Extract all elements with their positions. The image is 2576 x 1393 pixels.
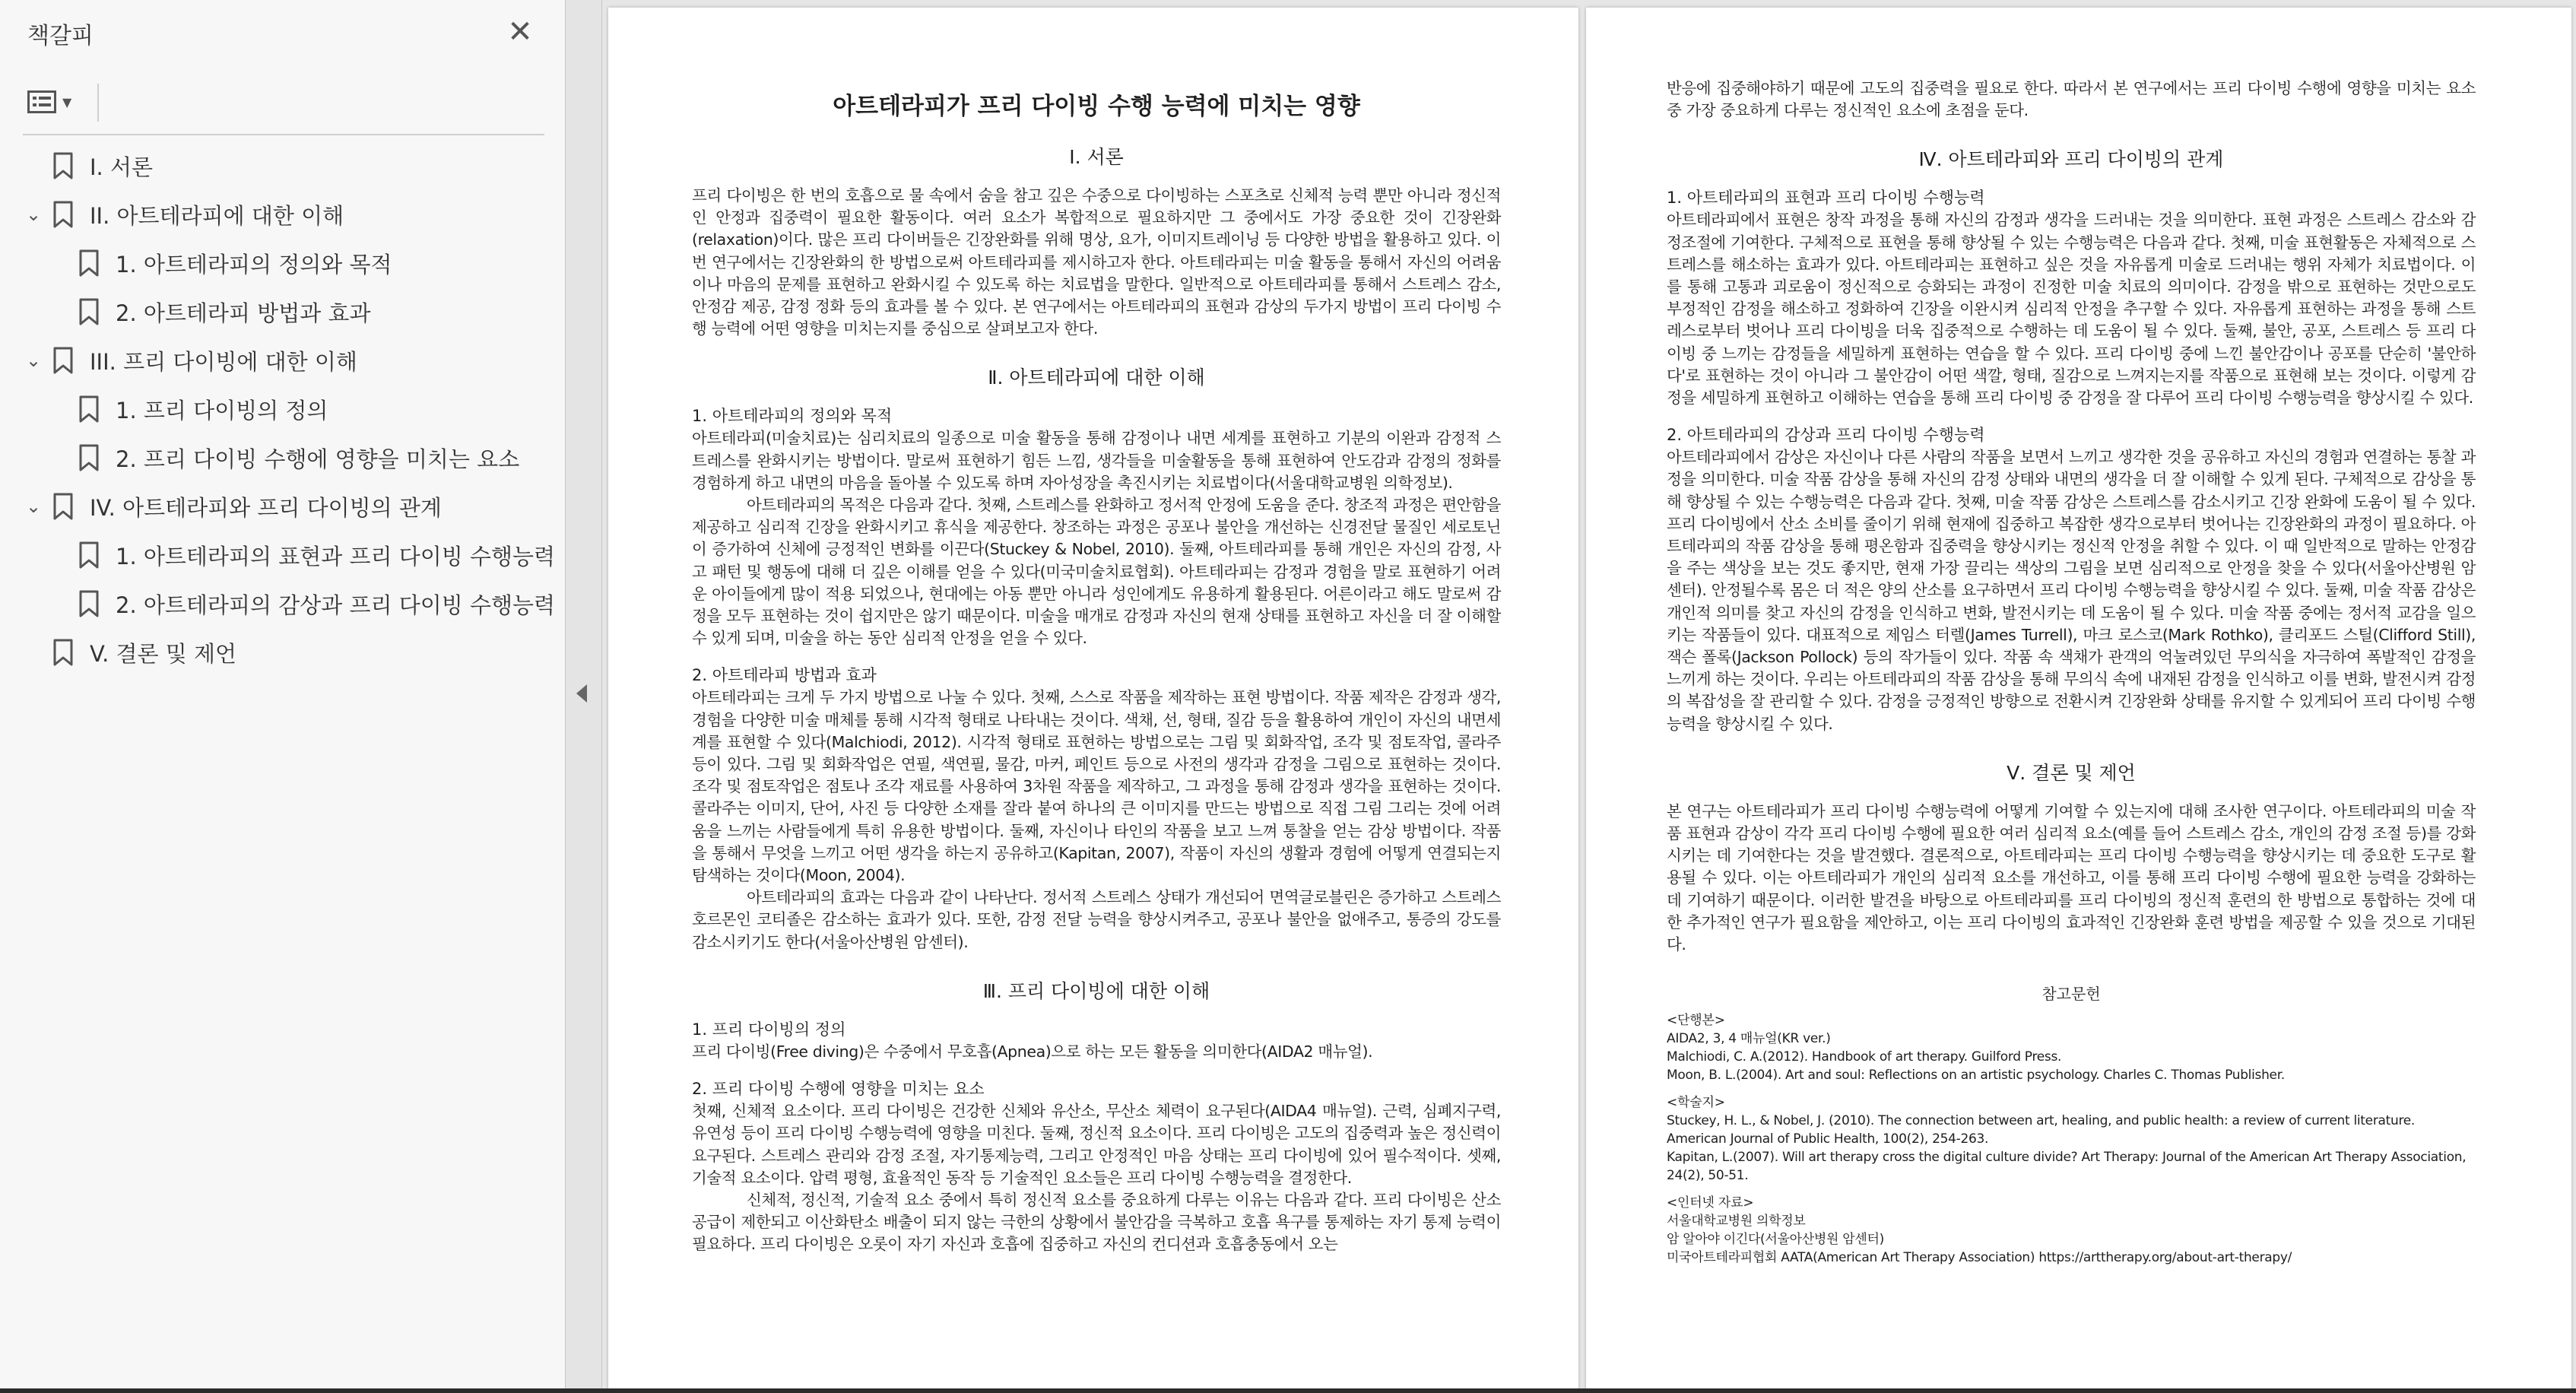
subsection-heading: 1. 아트테라피의 표현과 프리 다이빙 수행능력: [1667, 189, 1985, 208]
chevron-down-icon: ▼: [62, 94, 72, 109]
section-heading: Ⅴ. 결론 및 제언: [2007, 761, 2136, 784]
list-view-icon: [27, 90, 56, 113]
reference-item: 미국아트테라피협회 AATA(American Art Therapy Association) https://arttherapy.org/about-art-therapy/: [1667, 1250, 2292, 1266]
reference-group-heading: <학술지>: [1667, 1095, 1725, 1111]
bookmark-label: 1. 프리 다이빙의 정의: [116, 397, 328, 424]
bookmark-label: 2. 아트테라피 방법과 효과: [116, 300, 371, 326]
window-bottom-edge: [0, 1388, 2576, 1393]
paragraph: 프리 다이빙(Free diving)은 수중에서 무호흡(Apnea)으로 하는 모든 활동을 의미한다(AIDA2 매뉴얼).: [692, 1042, 1373, 1061]
bookmark-icon: [79, 444, 99, 471]
paragraph: 아트테라피의 목적은 다음과 같다. 첫째, 스트레스를 완화하고 정서적 안정에 도움을 준다. 창조적 과정은 편안함을 제공하고 심리적 긴장을 완화시키고 휴식을 제공한다. 창조하는 과정은 공포나 불안을 개선하는 신경전달 물질인 세로토닌이 증가하여 신체에 긍정적인 변화를 이끈다(Stuckey & Nobel, 2010). 둘째, 아트테라피를 통해 개인은 자신의 감정, 사고 패턴 및 행동에 대해 더 깊은 이해를 얻을 수 있다(미국미술치료협회). 아트테라피는 감정과 경험을 말로 표현하기 어려운 아이들에게 많이 적용 되었으나, 현대에는 아동 뿐만 아니라 성인에게도 유용하게 활용된다. 어른이라고 해도 말로써 감정을 모두 표현하는 것이 쉽지만은 않기 때문이다. 미술을 매개로 감정과 자신의 현재 상태를 표현하고 자신을 더 잘 이해할 수 있게 되며, 미술을 하는 동안 심리적 안정을 얻을 수 있다.: [692, 496, 1501, 648]
paragraph: 신체적, 정신적, 기술적 요소 중에서 특히 정신적 요소를 중요하게 다루는 이유는 다음과 같다. 프리 다이빙은 산소 공급이 제한되고 이산화탄소 배출이 되지 않는 극한의 상황에서 불안감을 극복하고 호흡 욕구를 통제하는 자기 통제 능력이 필요하다. 프리 다이빙은 오롯이 자기 자신과 호흡에 집중하고 자신의 컨디션과 호흡충동에서 오는: [692, 1190, 1501, 1254]
section-heading: Ⅳ. 아트테라피와 프리 다이빙의 관계: [1918, 148, 2224, 171]
bookmark-label: V. 결론 및 제언: [90, 640, 237, 667]
bookmark-item[interactable]: [79, 535, 555, 575]
bookmark-icon: [79, 249, 99, 277]
bookmark-icon: [79, 541, 99, 569]
chevron-down-icon[interactable]: ⌄: [25, 350, 42, 371]
reference-item: 서울대학교병원 의학정보: [1667, 1214, 1806, 1230]
paragraph: 아트테라피는 크게 두 가지 방법으로 나눌 수 있다. 첫째, 스스로 작품을 제작하는 표현 방법이다. 작품 제작은 감정과 생각, 경험을 다양한 미술 매체를 통해 시각적 형태로 나타내는 것이다. 색채, 선, 형태, 질감 등을 활용하여 개인이 자신의 내면세계를 표현할 수 있다(Malchiodi, 2012). 시각적 형태로 표현하는 방법으로는 그림 및 회화작업, 조각 및 점토작업, 콜라주 등이 있다. 그림 및 회화작업은 연필, 색연필, 물감, 마커, 페인트 등으로 사전의 생각과 감정을 그림으로 표현하는 것이다. 조각 및 점토작업은 점토나 조각 재료를 사용하여 3차원 작품을 제작하고, 그 과정을 통해 감정과 생각을 표현하는 것이다. 콜라주는 이미지, 단어, 사진 등 다양한 소재를 잘라 붙여 하나의 큰 이미지를 만드는 방법으로 직접 그림 그리는 것에 어려움을 느끼는 사람들에게 특히 유용한 방법이다. 둘째, 자신이나 타인의 작품을 보고 느껴 통찰을 얻는 감상 방법이다. 작품을 통해서 무엇을 느끼고 어떤 생각을 하는지 공유하고(Kapitan, 2007), 작품이 자신의 생활과 경험에 어떻게 연결되는지 탐색하는 것이다(Moon, 2004).: [692, 688, 1501, 885]
page-content: [1667, 78, 2476, 1267]
bookmark-icon: [53, 639, 73, 666]
references-heading: 참고문헌: [2041, 985, 2101, 1004]
bookmark-item[interactable]: [53, 633, 236, 672]
bookmark-item[interactable]: [79, 292, 370, 332]
bookmark-icon: [79, 395, 99, 423]
subsection-heading: 1. 아트테라피의 정의와 목적: [692, 407, 893, 426]
bookmark-item[interactable]: [79, 584, 555, 624]
bookmark-item[interactable]: [53, 487, 442, 526]
bookmark-item[interactable]: [53, 146, 153, 186]
paragraph: 아트테라피에서 표현은 창작 과정을 통해 자신의 감정과 생각을 드러내는 것을 의미한다. 표현 과정은 스트레스 감소와 감정조절에 기여한다. 구체적으로 표현을 통해 향상될 수 있는 수행능력은 다음과 같다. 첫째, 미술 표현활동은 자체적으로 스트레스를 해소하는 효과가 있다. 아트테라피는 표현하고 싶은 것을 자유롭게 미술로 드러내는 행위 자체가 치료법이다. 이를 통해 고통과 괴로움이 정신적으로 승화되는 과정이 진정한 미술 치료의 의미이다. 감정을 밖으로 표현하는 것만으로도 부정적인 감정을 해소하고 정화하여 긴장을 이완시켜 심리적 안정을 추구할 수 있다. 자유롭게 표현하는 과정을 통해 스트레스로부터 벗어나 프리 다이빙을 더욱 집중적으로 수행하는 데 도움이 될 수 있다. 둘째, 불안, 공포, 스트레스 등 프리 다이빙 중 느끼는 감정들을 세밀하게 표현하는 연습을 할 수 있다. 프리 다이빙 중에 느낀 불안감이나 공포를 단순히 '불안하다'로 표현하는 것이 아니라 그 불안감이 어떤 색깔, 형태, 질감으로 느껴지는지를 작품으로 표현해 보는 것이다. 이렇게 감정을 세밀하게 표현하고 이해하는 연습을 통해 프리 다이빙 중 감정을 잘 다루어 프리 다이빙 수행능력을 향상시킬 수 있다.: [1667, 211, 2476, 408]
bookmark-icon: [53, 201, 73, 228]
paragraph: 아트테라피에서 감상은 자신이나 다른 사람의 작품을 보면서 느끼고 생각한 것을 공유하고 자신의 경험과 연결하는 통찰 과정을 의미한다. 미술 작품 감상을 통해 자신의 감정 상태와 내면의 생각을 더 잘 이해할 수 있게 된다. 구체적으로 감상을 통해 향상될 수 있는 수행능력은 다음과 같다. 첫째, 미술 작품 감상은 스트레스를 감소시키고 긴장 완화에 도움이 될 수 있다. 프리 다이빙에서 산소 소비를 줄이기 위해 현재에 집중하고 복잡한 생각으로부터 벗어나는 긴장완화의 과정이 필요하다. 아트테라피의 작품 감상을 통해 평온함과 집중력을 향상시키는 정신적 안정을 취할 수 있다. 이 때 일반적으로 말하는 안정감을 주는 색상을 보는 것도 좋지만, 현재 가장 끌리는 색상의 그림을 보면 심리적으로 안정을 찾을 수 있다(서울아산병원 암센터). 안정될수록 몸은 더 적은 양의 산소를 요구하면서 프리 다이빙 수행능력을 향상시킬 수 있다. 둘째, 미술 작품 감상은 개인적 의미를 찾고 자신의 감정을 인식하고 변화, 발전시키는 데 도움이 될 수 있다. 미술 작품 중에는 정서적 교감을 일으키는 작품들이 있다. 대표적으로 제임스 터렐(James Turrell), 마크 로스코(Mark Rothko), 클리포드 스틸(Clifford Still), 잭슨 폴록(Jackson Pollock) 등의 작가들이 있다. 작품 속 색채가 관객의 억눌려있던 무의식을 자극하여 폭발적인 감정을 느끼게 하는 것이다. 우리는 아트테라피의 작품 감상을 통해 무의식 속에 내재된 감정을 인식하고 이를 변화, 발전시켜 감정의 복잡성을 잘 관리할 수 있다. 감정을 긍정적인 방향으로 전환시켜 긴장완화 상태를 유지할 수 있게되어 프리 다이빙 수행능력을 향상시킬 수 있다.: [1667, 448, 2476, 733]
document-page: [608, 8, 1578, 1393]
subsection-heading: 2. 아트테라피의 감상과 프리 다이빙 수행능력: [1667, 426, 1985, 445]
subsection-heading: 2. 아트테라피 방법과 효과: [692, 666, 877, 685]
bookmark-label: I. 서론: [90, 154, 154, 180]
bookmark-item[interactable]: [79, 389, 328, 429]
reference-item: Kapitan, L.(2007). Will art therapy cross the digital culture divide? Art Therapy: Journal of the American Art Therapy Association, 24(2), 50-51.: [1667, 1150, 2467, 1184]
bookmark-icon: [53, 152, 73, 179]
reference-item: Stuckey, H. L., & Nobel, J. (2010). The connection between art, healing, and public health: a review of current literature. American Journal of Public Health, 100(2), 254-263.: [1667, 1113, 2416, 1147]
bookmark-label: 1. 아트테라피의 정의와 목적: [116, 251, 392, 278]
section-heading: Ⅰ. 서론: [1069, 146, 1124, 168]
bookmark-options-button[interactable]: [27, 85, 84, 119]
document-page: [1586, 8, 2571, 1393]
bookmark-label: III. 프리 다이빙에 대한 이해: [90, 348, 357, 375]
reference-item: 암 알아야 이긴다(서울아산병원 암센터): [1667, 1232, 1884, 1248]
reference-item: Moon, B. L.(2004). Art and soul: Reflections on an artistic psychology. Charles C. Thomas Publisher.: [1667, 1068, 2285, 1084]
reference-group-heading: <단행본>: [1667, 1013, 1725, 1029]
paragraph: 프리 다이빙은 한 번의 호흡으로 물 속에서 숨을 참고 깊은 수중으로 다이빙하는 스포츠로 신체적 능력 뿐만 아니라 정신적인 안정과 집중력이 필요한 활동이다. 여러 요소가 복합적으로 필요하지만 그 중에서도 가장 중요한 것이 긴장완화(relaxation)이다. 많은 프리 다이버들은 긴장완화를 위해 명상, 요가, 이미지트레이닝 등 다양한 방법을 활용하고 있다. 이번 연구에서는 긴장완화의 한 방법으로써 아트테라피를 제시하고자 한다. 아트테라피는 미술 활동을 통해서 자신의 어려움이나 마음의 문제를 표현하고 완화시킬 수 있도록 하는 치료법을 말한다. 일반적으로 아트테라피를 통해서 스트레스 감소, 안정감 제공, 감정 정화 등의 효과를 볼 수 있다. 본 연구에서는 아트테라피의 표현과 감상의 두가지 방법이 프리 다이빙 수행 능력에 어떤 영향을 미치는지를 중심으로 살펴보고자 한다.: [692, 186, 1501, 338]
paragraph: 아트테라피(미술치료)는 심리치료의 일종으로 미술 활동을 통해 감정이나 내면 세계를 표현하고 기분의 이완과 감정적 스트레스를 완화시키는 방법이다. 말로써 표현하기 힘든 느낌, 생각들을 미술활동을 통해 표현하여 안도감과 감정의 정화를 경험하게 하고 내면의 마음을 돌아볼 수 있도록 하며 자아성장을 촉진시키는 치료법이다(서울대학교병원 의학정보).: [692, 429, 1501, 492]
subsection-heading: 2. 프리 다이빙 수행에 영향을 미치는 요소: [692, 1080, 985, 1099]
toolbar-divider: [97, 84, 99, 122]
reference-group-heading: <인터넷 자료>: [1667, 1195, 1754, 1211]
chevron-down-icon[interactable]: ⌄: [25, 204, 42, 225]
close-icon[interactable]: ✕: [507, 14, 533, 49]
section-heading: Ⅲ. 프리 다이빙에 대한 이해: [982, 979, 1210, 1002]
bookmarks-panel-title: 책갈피: [27, 23, 94, 49]
reference-item: Malchiodi, C. A.(2012). Handbook of art therapy. Guilford Press.: [1667, 1049, 2062, 1065]
document-viewer[interactable]: [602, 0, 2576, 1393]
document-title: 아트테라피가 프리 다이빙 수행 능력에 미치는 영향: [833, 93, 1360, 120]
subsection-heading: 1. 프리 다이빙의 정의: [692, 1020, 846, 1039]
reference-item: AIDA2, 3, 4 매뉴얼(KR ver.): [1667, 1031, 1831, 1047]
toolbar-underline: [23, 134, 544, 135]
bookmark-label: 2. 프리 다이빙 수행에 영향을 미치는 요소: [116, 446, 520, 472]
bookmark-label: IV. 아트테라피와 프리 다이빙의 관계: [90, 494, 442, 521]
bookmark-item[interactable]: [53, 341, 357, 380]
paragraph: 반응에 집중해야하기 때문에 고도의 집중력을 필요로 한다. 따라서 본 연구에서는 프리 다이빙 수행에 영향을 미치는 요소 중 가장 중요하게 다루는 정신적인 요소에 초점을 둔다.: [1667, 79, 2476, 120]
bookmarks-panel: [0, 0, 566, 1393]
bookmark-item[interactable]: [53, 195, 344, 234]
bookmark-icon: [79, 298, 99, 325]
bookmark-label: 1. 아트테라피의 표현과 프리 다이빙 수행능력: [116, 543, 556, 570]
paragraph: 첫째, 신체적 요소이다. 프리 다이빙은 건강한 신체와 유산소, 무산소 체력이 요구된다(AIDA4 매뉴얼). 근력, 심폐지구력, 유연성 등이 프리 다이빙 수행능력에 영향을 미친다. 둘째, 정신적 요소이다. 프리 다이빙은 고도의 집중력과 높은 정신력이 요구된다. 스트레스 관리와 감정 조절, 자기통제능력, 그리고 안정적인 마음 상태는 프리 다이빙에 있어 필수적이다. 셋째, 기술적 요소이다. 압력 평형, 효율적인 동작 등 기술적인 요소들은 프리 다이빙 수행능력을 결정한다.: [692, 1102, 1501, 1187]
chevron-down-icon[interactable]: ⌄: [25, 496, 42, 517]
collapse-arrow-icon[interactable]: [576, 684, 587, 703]
section-heading: Ⅱ. 아트테라피에 대한 이해: [988, 366, 1205, 389]
bookmark-icon: [53, 493, 73, 520]
bookmark-label: II. 아트테라피에 대한 이해: [90, 202, 344, 229]
paragraph: 본 연구는 아트테라피가 프리 다이빙 수행능력에 어떻게 기여할 수 있는지에 대해 조사한 연구이다. 아트테라피의 미술 작품 표현과 감상이 각각 프리 다이빙 수행에 필요한 여러 심리적 요소(예를 들어 스트레스 감소, 개인의 감정 조절 등)를 강화시키는 데 기여한다는 것을 발견했다. 결론적으로, 아트테라피는 프리 다이빙 수행능력을 향상시키는 데 중요한 도구로 활용될 수 있다. 이는 아트테라피가 개인의 심리적 요소를 개선하고, 이를 통해 프리 다이빙 수행에 필요한 능력을 강화하는 데 기여하기 때문이다. 이러한 발견을 바탕으로 아트테라피를 프리 다이빙의 정신적 훈련의 한 방법으로 통합하는 것에 대한 추가적인 연구가 필요함을 제안하고, 이는 프리 다이빙의 효과적인 긴장완화 훈련 방법을 제공할 수 있을 것으로 기대된다.: [1667, 801, 2476, 954]
paragraph: 아트테라피의 효과는 다음과 같이 나타난다. 정서적 스트레스 상태가 개선되어 면역글로블린은 증가하고 스트레스 호르몬인 코티졸은 감소하는 효과가 있다. 또한, 감정 전달 능력을 향상시켜주고, 공포나 불안을 없애주고, 통증의 강도를 감소시키기도 한다(서울아산병원 암센터).: [692, 888, 1501, 951]
panel-splitter[interactable]: [566, 0, 602, 1393]
page-content: [692, 76, 1501, 1256]
bookmark-icon: [53, 347, 73, 374]
bookmark-item[interactable]: [79, 438, 519, 478]
bookmark-label: 2. 아트테라피의 감상과 프리 다이빙 수행능력: [116, 592, 556, 618]
bookmark-icon: [79, 590, 99, 617]
bookmark-item[interactable]: [79, 243, 392, 283]
